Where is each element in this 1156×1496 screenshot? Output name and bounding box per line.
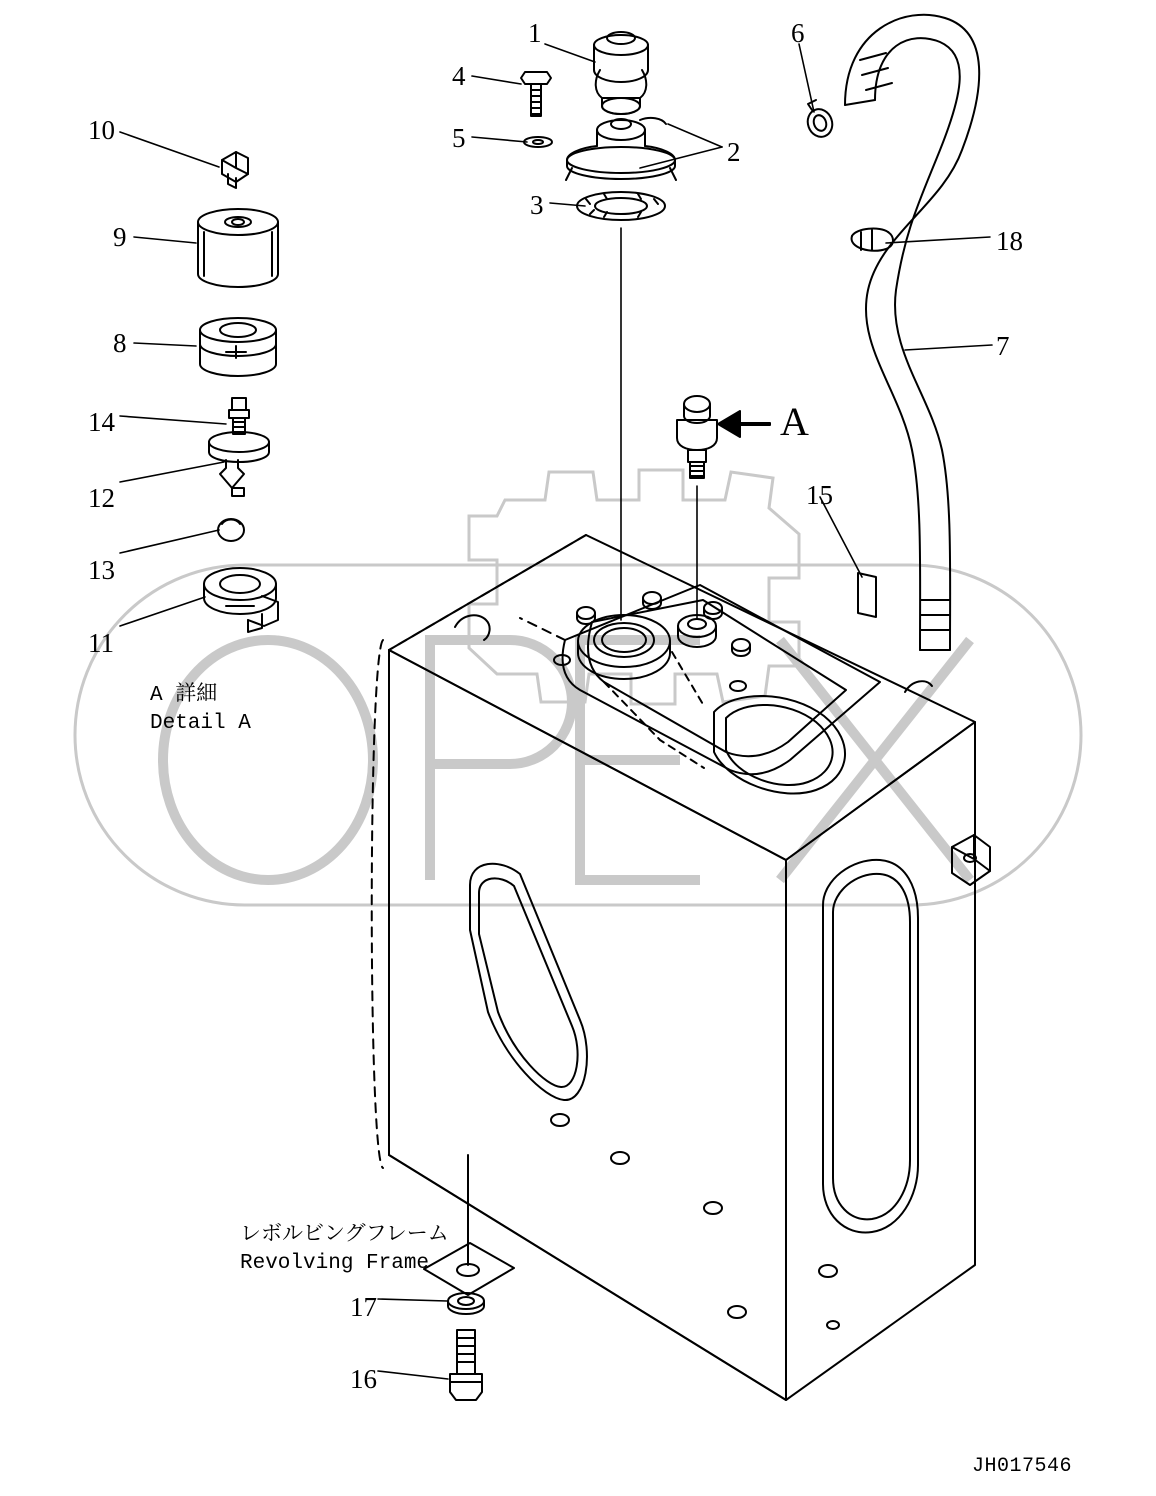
callout-4: 4 (452, 61, 466, 91)
part-18-hose-clamp (852, 229, 893, 251)
callout-18: 18 (996, 226, 1023, 256)
callout-3: 3 (530, 190, 544, 220)
part-10-clip (222, 152, 248, 188)
part-6-clamp (804, 100, 836, 140)
fuel-tank-body (389, 535, 975, 1400)
detail-a-arrow (718, 411, 770, 437)
callout-6: 6 (791, 18, 805, 48)
part-12-drain-valve (209, 432, 269, 496)
callout-17: 17 (350, 1292, 377, 1322)
part-14-valve-stem (229, 398, 249, 434)
callout-9: 9 (113, 222, 127, 252)
callout-7: 7 (996, 331, 1010, 361)
callout-14: 14 (88, 407, 115, 437)
tank-inspection-cover (714, 696, 845, 794)
tank-sensor-boss (678, 615, 716, 647)
drawing-number: JH017546 (972, 1455, 1073, 1478)
part-2-filler-neck (566, 118, 676, 180)
part-13-o-ring (218, 519, 244, 541)
part-4-bolt (521, 72, 551, 116)
part-8-strainer (200, 318, 276, 376)
tank-filler-flange (554, 592, 750, 691)
callout-5: 5 (452, 123, 466, 153)
part-5-washer (524, 137, 552, 147)
part-15-plate (858, 573, 876, 617)
callout-12: 12 (88, 483, 115, 513)
callout-16: 16 (350, 1364, 377, 1394)
detail-a-caption-jp: A 詳細 (150, 684, 218, 707)
callout-13: 13 (88, 555, 115, 585)
detail-a-sensor (677, 396, 717, 478)
part-16-bolt (450, 1330, 482, 1400)
part-17-washer (448, 1293, 484, 1314)
tank-front-recess (470, 864, 587, 1100)
part-1-filler-cap (594, 32, 648, 114)
part-7-hose (845, 15, 979, 650)
part-11-plug-body (204, 568, 278, 632)
part-9-element (198, 209, 278, 287)
callout-8: 8 (113, 328, 127, 358)
part-3-gasket (577, 192, 665, 220)
callout-10: 10 (88, 115, 115, 145)
detail-a-caption-en: Detail A (150, 712, 251, 735)
section-marker-a: A (780, 399, 809, 444)
callout-11: 11 (88, 628, 114, 658)
tank-side-recess (823, 860, 918, 1233)
tank-bracket (952, 835, 990, 885)
revolving-frame-caption-jp: レボルビングフレーム (240, 1224, 449, 1247)
callout-1: 1 (528, 18, 542, 48)
revolving-frame-caption-en: Revolving Frame (240, 1252, 430, 1275)
callout-15: 15 (806, 480, 833, 510)
callout-2: 2 (727, 137, 741, 167)
